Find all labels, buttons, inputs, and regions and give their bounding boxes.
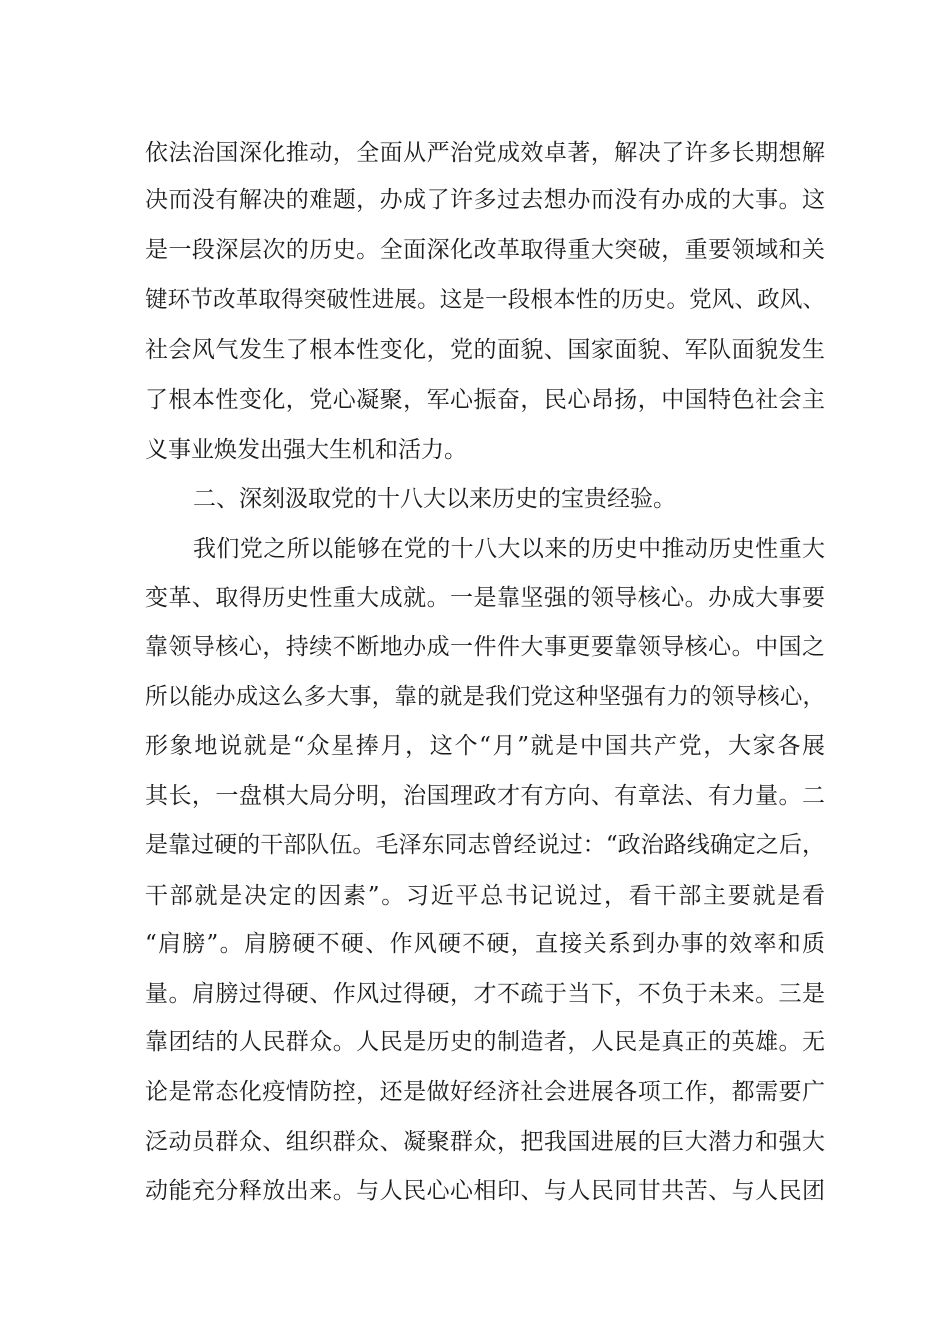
- section-heading: 二、深刻汲取党的十八大以来历史的宝贵经验。: [193, 486, 676, 512]
- text-line-19: 靠团结的人民群众。人民是历史的制造者，人民是真正的英雄。无: [145, 1029, 825, 1055]
- text-line-4: 键环节改革取得突破性进展。这是一段根本性的历史。党风、政风、: [145, 287, 825, 313]
- text-line-5: 社会风气发生了根本性变化，党的面貌、国家面貌、军队面貌发生: [145, 337, 825, 363]
- text-line-9: 我们党之所以能够在党的十八大以来的历史中推动历史性重大: [193, 536, 825, 562]
- text-line-6: 了根本性变化，党心凝聚，军心振奋，民心昂扬，中国特色社会主: [145, 387, 825, 413]
- text-line-11: 靠领导核心，持续不断地办成一件件大事更要靠领导核心。中国之: [145, 634, 825, 660]
- text-line-22: 动能充分释放出来。与人民心心相印、与人民同甘共苦、与人民团: [145, 1178, 825, 1204]
- text-line-12: 所以能办成这么多大事，靠的就是我们党这种坚强有力的领导核心，: [145, 684, 825, 710]
- text-line-7: 义事业焕发出强大生机和活力。: [145, 437, 467, 463]
- text-line-20: 论是常态化疫情防控，还是做好经济社会进展各项工作，都需要广: [145, 1079, 825, 1105]
- text-line-16: 干部就是决定的因素”。习近平总书记说过，看干部主要就是看: [145, 883, 825, 909]
- text-line-21: 泛动员群众、组织群众、凝聚群众，把我国进展的巨大潜力和强大: [145, 1129, 825, 1155]
- text-line-2: 决而没有解决的难题，办成了许多过去想办而没有办成的大事。这: [145, 187, 825, 213]
- text-line-14: 其长，一盘棋大局分明，治国理政才有方向、有章法、有力量。二: [145, 783, 825, 809]
- text-line-10: 变革、取得历史性重大成就。一是靠坚强的领导核心。办成大事要: [145, 585, 825, 611]
- text-line-17: “肩膀”。肩膀硬不硬、作风硬不硬，直接关系到办事的效率和质: [145, 931, 825, 957]
- text-line-13: 形象地说就是“众星捧月，这个“月”就是中国共产党，大家各展: [145, 733, 825, 759]
- text-line-3: 是一段深层次的历史。全面深化改革取得重大突破，重要领域和关: [145, 237, 825, 263]
- text-line-15: 是靠过硬的干部队伍。毛泽东同志曾经说过：“政治路线确定之后，: [145, 832, 825, 858]
- text-line-18: 量。肩膀过得硬、作风过得硬，才不疏于当下，不负于未来。三是: [145, 981, 825, 1007]
- text-line-1: 依法治国深化推动，全面从严治党成效卓著，解决了许多长期想解: [145, 140, 825, 166]
